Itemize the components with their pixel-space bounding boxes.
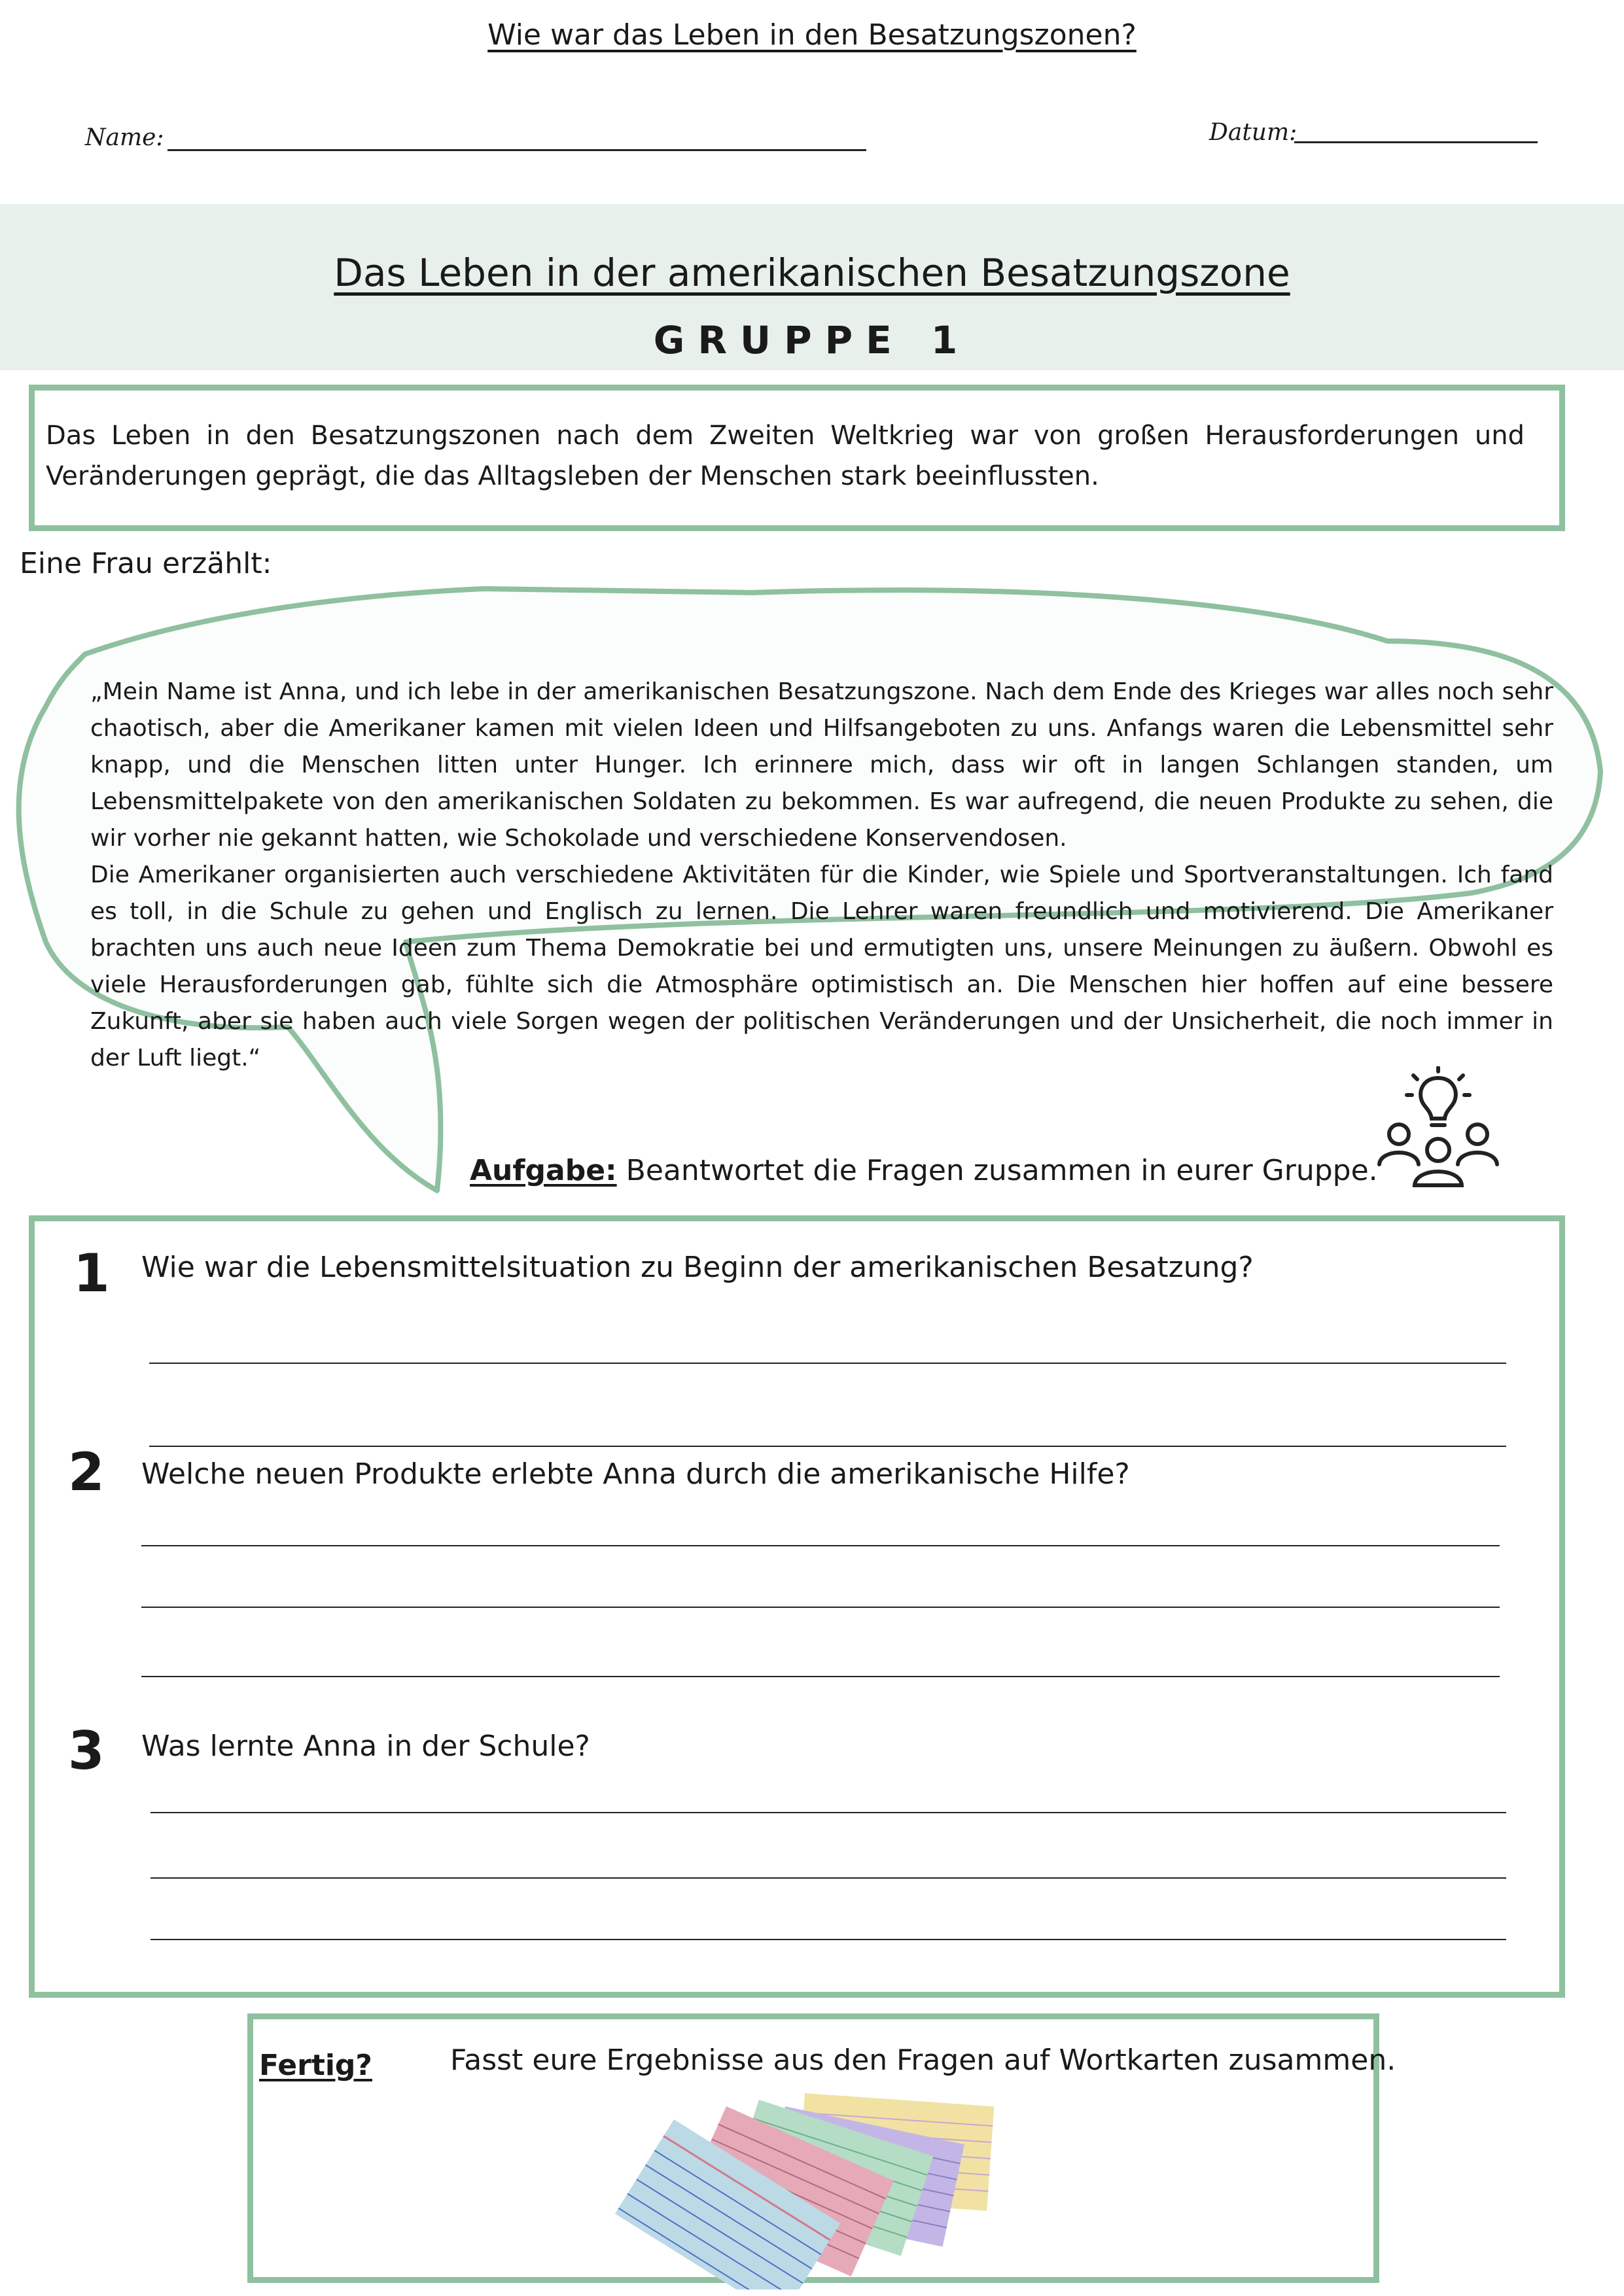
finish-text: Fasst eure Ergebnisse aus den Fragen auf Wortkarten zusammen. (450, 2044, 1396, 2077)
answer-line-3b[interactable] (150, 1877, 1506, 1879)
answer-line-3c[interactable] (150, 1939, 1506, 1940)
answer-line-3a[interactable] (150, 1812, 1506, 1813)
story-quote (90, 674, 1553, 1077)
datum-label: Datum: (1209, 119, 1297, 146)
name-label: Name: (85, 124, 164, 151)
name-field-line[interactable] (168, 149, 866, 151)
section-title: Das Leben in der amerikanischen Besatzungszone (334, 251, 1290, 295)
index-cards-icon (615, 2080, 1021, 2289)
group-idea-icon (1373, 1066, 1504, 1191)
worksheet-title: Wie war das Leben in den Besatzungszonen? (487, 18, 1137, 52)
question-text-1: Wie war die Lebensmittelsituation zu Beginn der amerikanischen Besatzung? (141, 1251, 1254, 1284)
answer-line-2a[interactable] (141, 1545, 1500, 1546)
answer-line-1b[interactable] (149, 1446, 1506, 1447)
task-text: Beantwortet die Fragen zusammen in eurer Gruppe. (626, 1154, 1378, 1187)
answer-line-2c[interactable] (141, 1676, 1500, 1677)
group-label: GRUPPE 1 (653, 318, 971, 362)
task-instruction (470, 1154, 1378, 1187)
story-paragraph-1: „Mein Name ist Anna, und ich lebe in der amerikanischen Besatzungszone. Nach dem Ende des Krieges war alles noch sehr chaotisch, aber die Amerikaner kamen mit vielen Ideen und Hilfsangeboten zu uns. Anfangs waren die Lebensmittel sehr knapp, und die Menschen litten unter Hunger. Ich erinnere mich, dass wir oft in langen Schlangen standen, um Lebensmittelpakete von den amerikanischen Soldaten zu bekommen. Es war aufregend, die neuen Produkte zu sehen, die wir vorher nie gekannt hatten, wie Schokolade und verschiedene Konservendosen. (90, 678, 1553, 852)
story-label: Eine Frau erzählt: (20, 547, 272, 580)
intro-text: Das Leben in den Besatzungszonen nach dem Zweiten Weltkrieg war von großen Herausforderungen und Veränderungen geprägt, die das Alltagsleben der Menschen stark beeinflussten. (46, 421, 1525, 491)
answer-line-1a[interactable] (149, 1363, 1506, 1364)
answer-line-2b[interactable] (141, 1607, 1500, 1608)
question-number-2: 2 (68, 1442, 105, 1503)
finish-label: Fertig? (259, 2049, 372, 2082)
datum-field-line[interactable] (1294, 141, 1538, 143)
task-label: Aufgabe: (470, 1154, 617, 1187)
story-paragraph-2: Die Amerikaner organisierten auch verschiedene Aktivitäten für die Kinder, wie Spiele und Sportveranstaltungen. Ich fand es toll, in die Schule zu gehen und Englisch zu lernen. Die Lehrer waren freundlich und motivierend. Die Amerikaner brachten uns auch neue Ideen zum Thema Demokratie bei und ermutigten uns, unsere Meinungen zu äußern. Obwohl es viele Herausforderungen gab, fühlte sich die Atmosphäre optimistisch an. Die Menschen hier hoffen auf eine bessere Zukunft, aber sie haben auch viele Sorgen wegen der politischen Veränderungen und der Unsicherheit, die noch immer in der Luft liegt.“ (90, 861, 1553, 1071)
question-number-1: 1 (73, 1243, 110, 1304)
question-text-2: Welche neuen Produkte erlebte Anna durch die amerikanische Hilfe? (141, 1457, 1130, 1491)
question-text-3: Was lernte Anna in der Schule? (141, 1730, 590, 1763)
question-number-3: 3 (68, 1720, 105, 1781)
